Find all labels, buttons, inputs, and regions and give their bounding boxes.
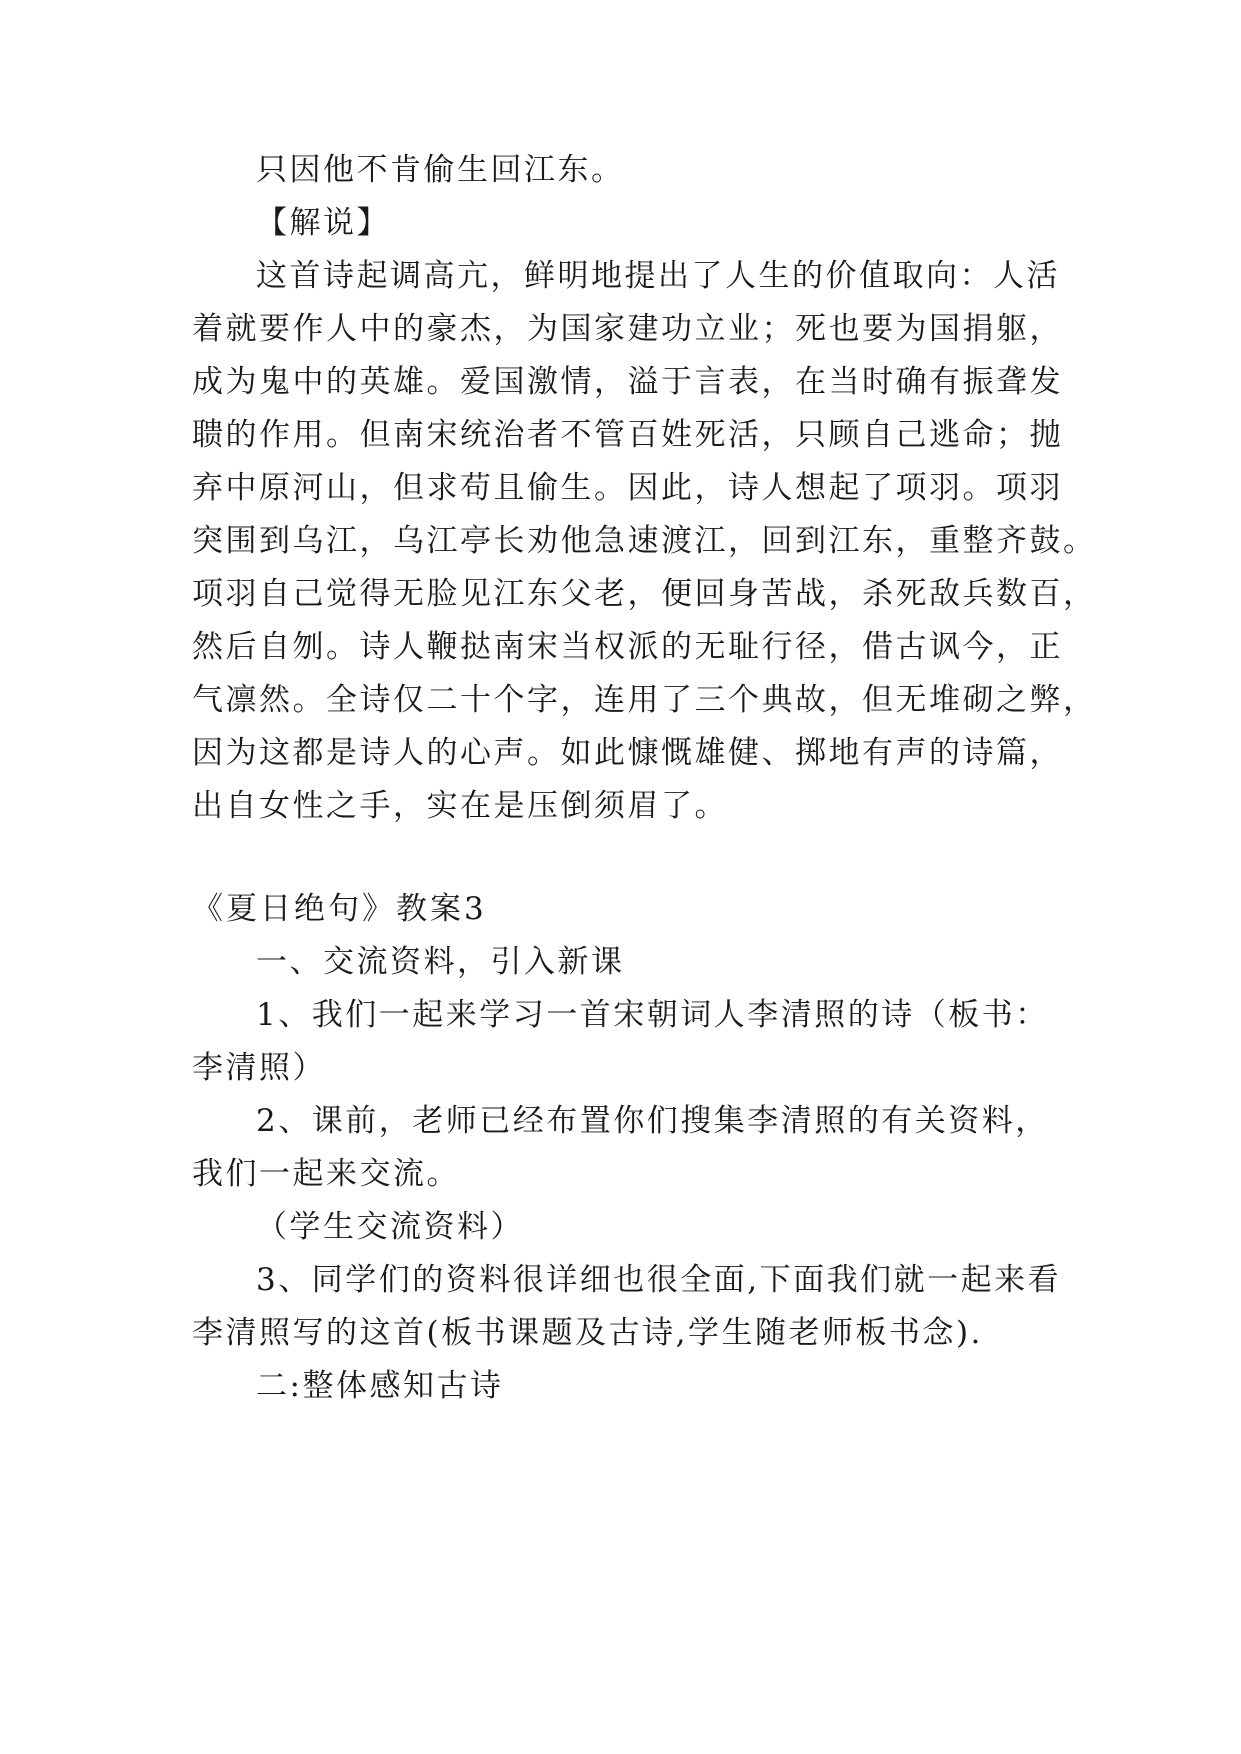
list-item-3-line-1: 3、同学们的资料很详细也很全面,下面我们就一起来看 — [256, 1262, 1062, 1298]
poem-last-line: 只因他不肯偷生回江东。 — [256, 152, 625, 188]
list-item-1-line-1: 1、我们一起来学习一首宋朝词人李清照的诗（板书： — [256, 997, 1049, 1033]
explanation-line: 突围到乌江，乌江亭长劝他急速渡江，回到江东，重整齐鼓。 — [192, 523, 1097, 559]
explanation-line: 弃中原河山，但求苟且偷生。因此，诗人想起了项羽。项羽 — [192, 470, 1063, 506]
list-item-2-line-2: 我们一起来交流。 — [192, 1156, 460, 1192]
explanation-line: 项羽自己觉得无脸见江东父老，便回身苦战，杀死敌兵数百， — [192, 576, 1097, 612]
explanation-line: 成为鬼中的英雄。爱国激情，溢于言表，在当时确有振聋发 — [192, 364, 1063, 400]
list-item-3-line-2: 李清照写的这首(板书课题及古诗,学生随老师板书念). — [192, 1315, 983, 1351]
explanation-line: 气凛然。全诗仅二十个字，连用了三个典故，但无堆砌之弊， — [192, 682, 1097, 718]
explanation-line: 着就要作人中的豪杰，为国家建功立业；死也要为国捐躯， — [192, 311, 1063, 347]
section-heading-2: 二:整体感知古诗 — [256, 1368, 504, 1404]
list-item-2-line-1: 2、课前，老师已经布置你们搜集李清照的有关资料， — [256, 1103, 1049, 1139]
explanation-line: 聩的作用。但南宋统治者不管百姓死活，只顾自己逃命；抛 — [192, 417, 1063, 453]
lesson-plan-title: 《夏日绝句》教案3 — [192, 891, 487, 927]
section-heading-1: 一、交流资料，引入新课 — [256, 944, 625, 980]
list-item-1-line-2: 李清照） — [192, 1050, 326, 1086]
explanation-line: 出自女性之手，实在是压倒须眉了。 — [192, 788, 728, 824]
explanation-line: 这首诗起调高亢，鲜明地提出了人生的价值取向：人活 — [256, 258, 1060, 294]
explanation-line: 因为这都是诗人的心声。如此慷慨雄健、掷地有声的诗篇， — [192, 735, 1063, 771]
student-note: （学生交流资料） — [256, 1209, 524, 1245]
explanation-heading: 【解说】 — [256, 205, 390, 241]
explanation-line: 然后自刎。诗人鞭挞南宋当权派的无耻行径，借古讽今，正 — [192, 629, 1063, 665]
